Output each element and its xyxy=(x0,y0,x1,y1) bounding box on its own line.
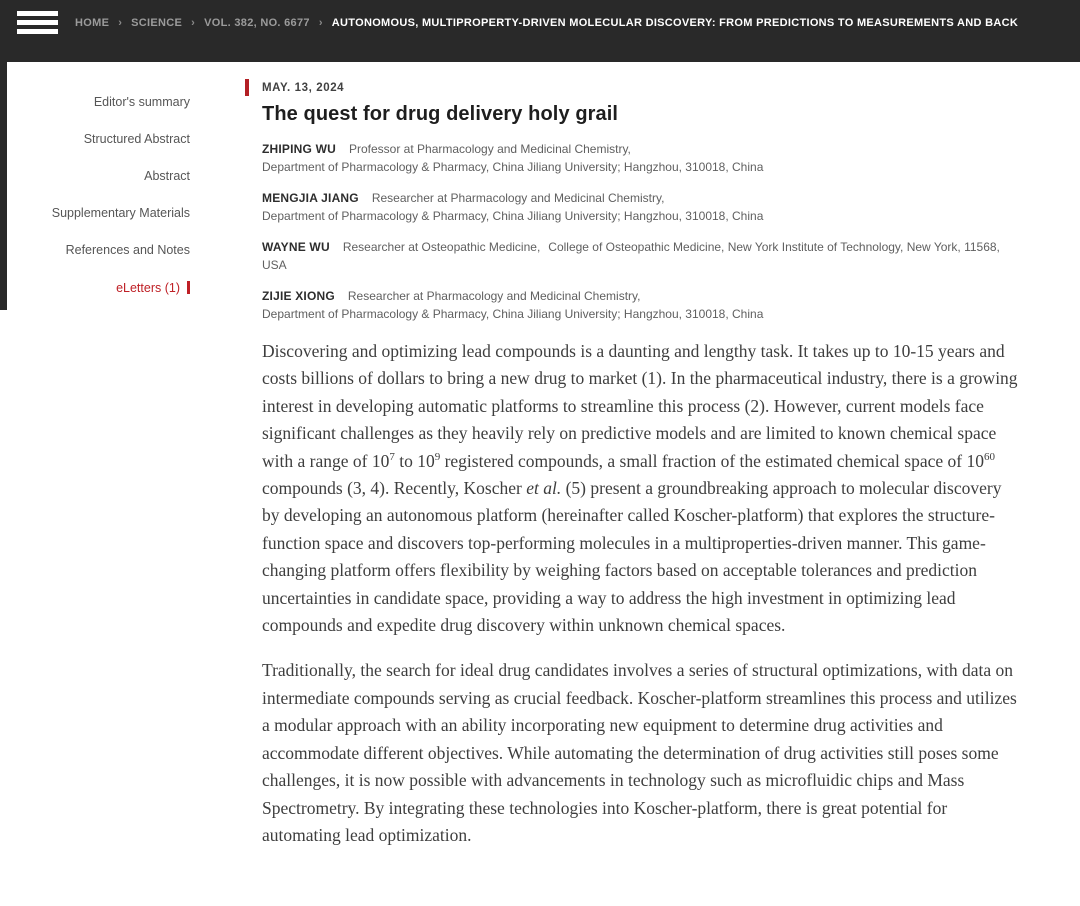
sidebar-link[interactable]: References and Notes xyxy=(65,243,190,257)
publish-date-row xyxy=(262,78,1022,96)
article-body xyxy=(262,338,1022,849)
sidebar-link[interactable]: Editor's summary xyxy=(93,95,190,109)
author-name-role-line xyxy=(262,287,1022,305)
breadcrumb-item[interactable]: SCIENCE xyxy=(131,17,183,29)
author-entry xyxy=(262,238,1022,274)
sidebar-link[interactable]: Supplementary Materials xyxy=(51,206,190,220)
hamburger-bar xyxy=(17,11,58,16)
breadcrumb-item: AUTONOMOUS, MULTIPROPERTY-DRIVEN MOLECULAR DISCOVERY: FROM PREDICTIONS TO MEASUREMENTS AND BACK xyxy=(331,17,1019,29)
paragraph-segment: to 10 xyxy=(394,450,435,471)
paragraph-segment: registered compounds, a small fraction of the estimated chemical space of 10 xyxy=(440,450,984,471)
author-role: Researcher at Osteopathic Medicine, xyxy=(342,240,541,254)
breadcrumb-item[interactable]: HOME xyxy=(75,17,110,29)
breadcrumb-item[interactable]: VOL. 382, NO. 6677 xyxy=(204,17,310,29)
article-title: The quest for drug delivery holy grail xyxy=(262,103,619,125)
author-name: ZIJIE XIONG xyxy=(262,289,335,303)
author-name-role-line xyxy=(262,238,1022,274)
hamburger-bar xyxy=(17,20,58,25)
author-name: MENGJIA JIANG xyxy=(262,191,359,205)
author-role: Researcher at Pharmacology and Medicinal Chemistry, xyxy=(371,191,665,205)
author-name: WAYNE WU xyxy=(262,240,330,254)
author-entry xyxy=(262,140,1022,176)
sidebar-link[interactable]: eLetters (1) xyxy=(0,281,190,295)
author-name: ZHIPING WU xyxy=(262,142,336,156)
paragraph-segment: compounds (3, 4). Recently, Koscher xyxy=(262,478,527,499)
hamburger-menu-icon[interactable] xyxy=(17,11,58,34)
author-entry xyxy=(262,189,1022,225)
paragraph-segment: (5) present a groundbreaking approach to molecular discovery by developing an autonomous platform (hereinafter called Koscher-platform) that explores the structure-function space and discovers top-performing molecules in a multiproperties-driven manner. This game-changing platform offers flexibility by weighing factors based on acceptable tolerances and prediction uncertainties in candidate space, providing a way to address the high investment in optimizing lead compounds and expedite drug discovery within unknown chemical spaces. xyxy=(262,478,1002,636)
article-paragraph xyxy=(262,338,1022,639)
author-role: Researcher at Pharmacology and Medicinal Chemistry, xyxy=(347,289,641,303)
sidebar-link[interactable]: Structured Abstract xyxy=(83,132,190,146)
author-affiliation: Department of Pharmacology & Pharmacy, China Jiliang University; Hangzhou, 310018, China xyxy=(262,209,764,223)
article-paragraph xyxy=(262,657,1022,849)
publish-date: MAY. 13, 2024 xyxy=(262,82,345,94)
paragraph-segment: 7 xyxy=(389,450,395,463)
breadcrumb-separator-icon: › xyxy=(118,17,123,29)
paragraph-segment: Discovering and optimizing lead compounds is a daunting and lengthy task. It takes up to 10-15 years and costs billions of dollars to bring a new drug to market (1). In the pharmaceutical industry, there is a growing interest in developing automatic platforms to streamline this process (2). However, current models face significant challenges as they heavily rely on predictive models and are limited to known chemical space with a range of 10 xyxy=(262,341,1018,471)
sidebar-link[interactable]: Abstract xyxy=(144,169,190,183)
author-name-role-line xyxy=(262,140,1022,158)
paragraph-segment: Traditionally, the search for ideal drug candidates involves a series of structural optimizations, with data on intermediate compounds serving as crucial feedback. Koscher-platform streamlines this process and utilizes a modular approach with an ability incorporating new equipment to determine drug activities and accommodate different objectives. While automating the determination of drug activities still poses some challenges, it is now possible with advancements in technology such as microfluidic chips and Mass Spectrometry. By integrating these technologies into Koscher-platform, there is great potential for automating lead optimization. xyxy=(262,660,1017,845)
author-entry xyxy=(262,287,1022,323)
paragraph-segment: et al. xyxy=(526,478,562,499)
active-section-marker xyxy=(187,281,190,294)
date-accent-bar xyxy=(245,79,249,96)
breadcrumb-separator-icon: › xyxy=(318,17,323,29)
paragraph-segment: 60 xyxy=(983,450,995,463)
article-section-sidebar xyxy=(0,96,190,319)
article-main xyxy=(262,78,1022,867)
hamburger-bar xyxy=(17,29,58,34)
authors-list xyxy=(262,140,1022,323)
author-affiliation: Department of Pharmacology & Pharmacy, China Jiliang University; Hangzhou, 310018, China xyxy=(262,160,764,174)
author-affiliation: Department of Pharmacology & Pharmacy, China Jiliang University; Hangzhou, 310018, China xyxy=(262,307,764,321)
author-role: Professor at Pharmacology and Medicinal Chemistry, xyxy=(349,142,631,156)
paragraph-segment: 9 xyxy=(434,450,441,463)
author-name-role-line xyxy=(262,189,1022,207)
breadcrumb-separator-icon: › xyxy=(191,17,196,29)
breadcrumb xyxy=(75,17,1065,29)
top-navigation-bar xyxy=(0,0,1080,62)
author-affiliation: College of Osteopathic Medicine, New York Institute of Technology, New York, 11568, USA xyxy=(262,240,1000,272)
